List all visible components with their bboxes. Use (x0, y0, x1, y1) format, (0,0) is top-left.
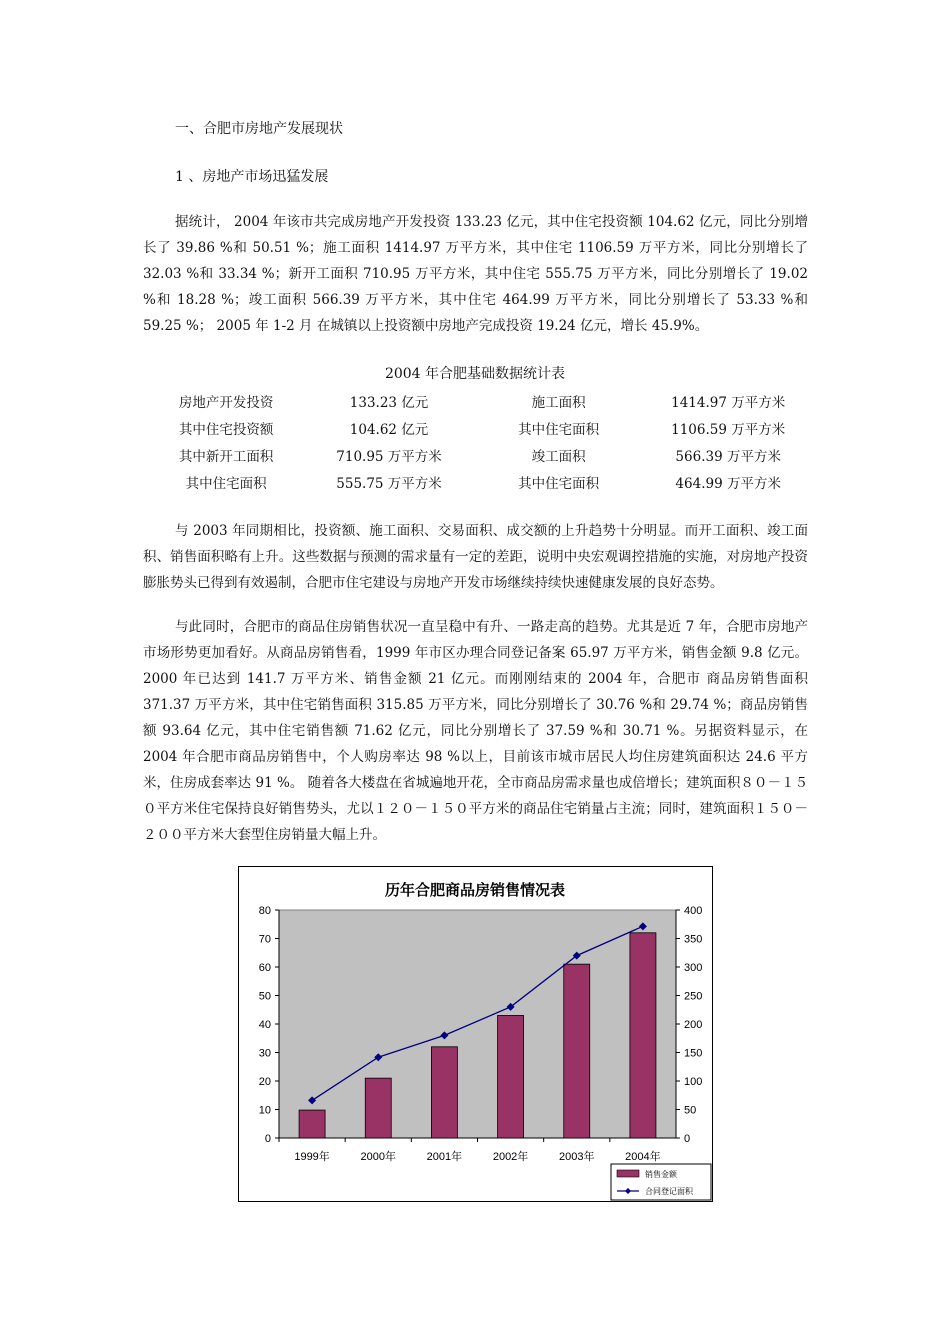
y-right-tick-label: 400 (684, 905, 703, 917)
bar (630, 933, 656, 1138)
subsection-heading: 1 、房地产市场迅猛发展 (175, 169, 329, 185)
bar (431, 1047, 457, 1138)
table-row (143, 387, 808, 414)
x-tick-label: 2001年 (426, 1151, 463, 1163)
y-right-tick-label: 200 (684, 1019, 703, 1031)
y-right-tick-label: 0 (684, 1133, 691, 1145)
bar (564, 964, 590, 1138)
y-left-tick-label: 10 (258, 1104, 271, 1117)
y-right-tick-label: 250 (684, 990, 703, 1003)
y-right-tick-label: 150 (684, 1047, 703, 1060)
y-left-tick-label: 0 (264, 1133, 271, 1145)
table-row (143, 414, 808, 441)
table-cell: 710.95 万平方米 (336, 448, 442, 465)
y-right-tick-label: 50 (684, 1104, 697, 1117)
table-title: 2004 年合肥基础数据统计表 (384, 366, 566, 382)
y-left-tick-label: 30 (258, 1047, 271, 1060)
x-tick-label: 2004年 (625, 1151, 661, 1163)
table-cell: 104.62 亿元 (349, 421, 429, 438)
y-right-tick-label: 100 (684, 1076, 703, 1088)
x-tick-label: 2002年 (492, 1151, 529, 1163)
table-cell: 566.39 万平方米 (675, 448, 781, 465)
table-cell: 464.99 万平方米 (675, 475, 781, 492)
bar (498, 1015, 524, 1138)
legend-label: 合同登记面积 (645, 1187, 693, 1196)
legend-label: 销售金额 (645, 1170, 677, 1179)
table-cell: 其中住宅面积 (185, 475, 267, 492)
y-right-tick-label: 350 (684, 933, 703, 946)
y-left-tick-label: 20 (258, 1076, 271, 1088)
y-left-tick-label: 80 (258, 905, 271, 917)
bar (365, 1078, 391, 1138)
chart-title: 历年合肥商品房销售情况表 (384, 882, 566, 899)
x-tick-label: 1999年 (294, 1151, 330, 1163)
paragraph-sales: 与此同时，合肥市的商品住房销售状况一直呈稳中有升、一路走高的趋势。尤其是近 7 年，合肥市房地产市场形势更加看好。从商品房销售看，1999 年市区办理合同登记备案 65.97 万平方米，销售金额 9.8 亿元。2000 年已达到 141.7 万平方米、销售金额 21 亿元。而刚刚结束的 2004 年，合肥市 商品房销售面积 371.37 万平方米，其中住宅销售面积 315.85 万平方米，同比分别增长了 30.76 %和 29.74 %；商品房销售额 93.64 亿元，其中住宅销售额 71.62 亿元，同比分别增长了 37.59 %和 30.71 %。另据资料显示，在 2004 年合肥市商品房销售中，个人购房率达 98 %以上，目前该市城市居民人均住房建筑面积达 24.6 平方米，住房成套率达 91 %。 随着各大楼盘在省城遍地开花，全市商品房需求量也成倍增长；建筑面积８０－１５０平方米住宅保持良好销售势头，尤以１２０－１５０平方米的商品住宅销量占主流；同时，建筑面积１５０－２００平方米大套型住房销量大幅上升。 (143, 619, 808, 843)
y-left-tick-label: 40 (258, 1019, 271, 1031)
table-row (143, 468, 808, 495)
bar (299, 1110, 325, 1138)
chart-svg (239, 867, 712, 1201)
table-cell: 房地产开发投资 (178, 394, 274, 411)
section-heading: 一、合肥市房地产发展现状 (175, 121, 343, 137)
table-cell: 555.75 万平方米 (336, 475, 442, 492)
y-right-tick-label: 300 (684, 962, 703, 974)
table-cell: 其中新开工面积 (178, 448, 274, 465)
table-cell: 其中住宅面积 (518, 475, 600, 492)
paragraph-comparison: 与 2003 年同期相比，投资额、施工面积、交易面积、成交额的上升趋势十分明显。而开工面积、竣工面积、销售面积略有上升。这些数据与预测的需求量有一定的差距，说明中央宏观调控措施的实施，对房地产投资膨胀势头已得到有效遏制，合肥市住宅建设与房地产开发市场继续持续快速健康发展的良好态势。 (143, 523, 808, 591)
table-row (143, 441, 808, 468)
x-tick-label: 2000年 (360, 1151, 396, 1163)
y-left-tick-label: 50 (258, 990, 271, 1003)
paragraph-statistics: 据统计， 2004 年该市共完成房地产开发投资 133.23 亿元，其中住宅投资额 104.62 亿元，同比分别增长了 39.86 %和 50.51 %；施工面积 1414.97 万平方米，其中住宅 1106.59 万平方米，同比分别增长了 32.03 %和 33.34 %；新开工面积 710.95 万平方米，其中住宅 555.75 万平方米，同比分别增长了 19.02 %和 18.28 %；竣工面积 566.39 万平方米，其中住宅 464.99 万平方米，同比分别增长了 53.33 %和 59.25 %； 2005 年 1-2 月 在城镇以上投资额中房地产完成投资 19.24 亿元，增长 45.9%。 (143, 214, 808, 334)
plot-area (279, 910, 676, 1138)
y-left-tick-label: 70 (258, 933, 271, 946)
table-cell: 施工面积 (531, 394, 586, 411)
table-cell: 133.23 亿元 (349, 394, 429, 411)
sales-chart (238, 866, 713, 1202)
stats-table (143, 387, 808, 495)
x-tick-label: 2003年 (559, 1151, 595, 1163)
table-cell: 其中住宅面积 (518, 421, 600, 438)
table-cell: 1106.59 万平方米 (671, 421, 786, 438)
table-cell: 1414.97 万平方米 (671, 394, 786, 411)
table-cell: 其中住宅投资额 (178, 421, 274, 438)
legend-bar-swatch (617, 1170, 639, 1177)
y-left-tick-label: 60 (258, 962, 271, 974)
table-cell: 竣工面积 (531, 448, 586, 465)
